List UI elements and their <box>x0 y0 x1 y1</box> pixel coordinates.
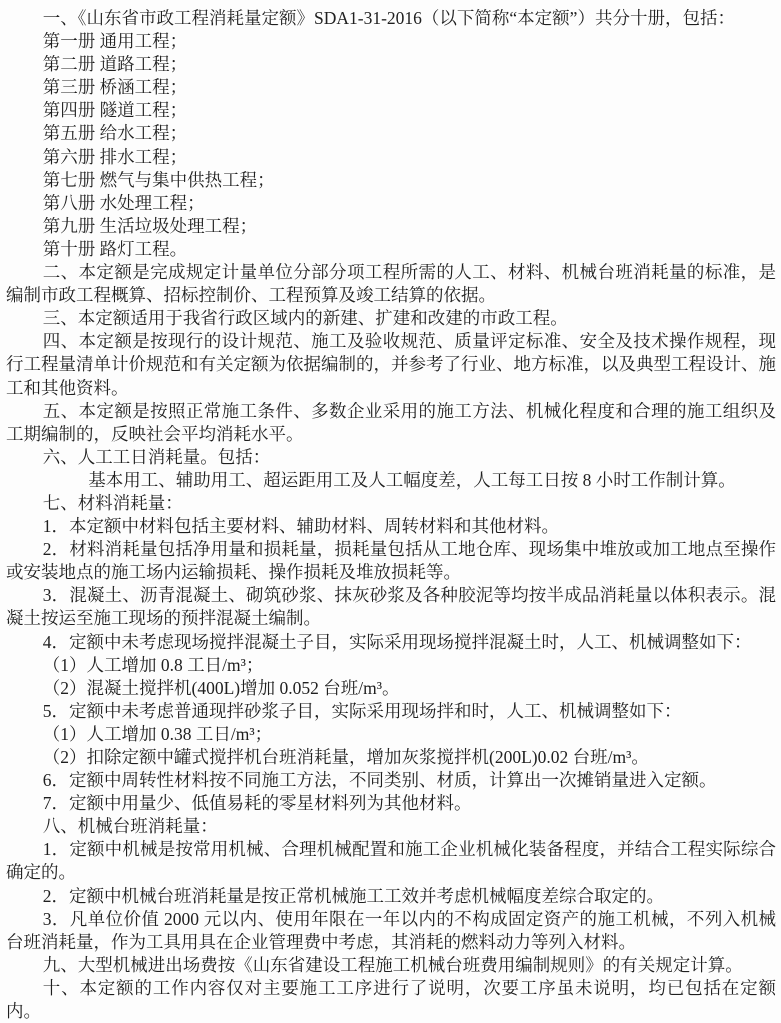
para-8-item-1: 1．定额中机械是按常用机械、合理机械配置和施工企业机械化装备程度，并结合工程实际综合确定的。 <box>6 839 776 883</box>
para-section-5: 五、本定额是按照正常施工条件、多数企业采用的施工方法、机械化程度和合理的施工组织及工期编制的，反映社会平均消耗水平。 <box>6 400 776 444</box>
volume-item-1: 第一册 通用工程； <box>42 31 188 52</box>
para-section-4: 四、本定额是按现行的设计规范、施工及验收规范、质量评定标准、安全及技术操作规程，现行工程量清单计价规范和有关定额为依据编制的，并参考了行业、地方标准，以及典型工程设计、施工和其他资料。 <box>6 331 776 398</box>
volume-item-8: 第八册 水处理工程； <box>42 192 205 213</box>
volume-item-2: 第二册 道路工程； <box>42 54 188 75</box>
volume-item-5: 第五册 给水工程； <box>42 123 188 144</box>
para-7-item-3: 3．混凝土、沥青混凝土、砌筑砂浆、抹灰砂浆及各种胶泥等均按半成品消耗量以体积表示。混凝土按运至施工现场的预拌混凝土编制。 <box>6 585 776 629</box>
volume-item-10: 第十册 路灯工程。 <box>42 238 188 259</box>
para-7-item-4-sub-2: （2）混凝土搅拌机(400L)增加 0.052 台班/m³。 <box>42 677 400 698</box>
para-7-item-4-sub-1: （1）人工增加 0.8 工日/m³； <box>42 654 264 675</box>
para-7-item-5-sub-1: （1）人工增加 0.38 工日/m³； <box>42 723 273 744</box>
para-labor-composition: 基本用工、辅助用工、超运距用工及人工幅度差，人工每工日按 8 小时工作制计算。 <box>88 469 736 490</box>
volume-item-4: 第四册 隧道工程； <box>42 100 188 121</box>
para-section-2: 二、本定额是完成规定计量单位分部分项工程所需的人工、材料、机械台班消耗量的标准，是编制市政工程概算、招标控制价、工程预算及竣工结算的依据。 <box>6 262 776 306</box>
para-7-item-4: 4．定额中未考虑现场搅拌混凝土子目，实际采用现场搅拌混凝土时，人工、机械调整如下： <box>42 631 752 652</box>
volume-item-7: 第七册 燃气与集中供热工程； <box>42 169 275 190</box>
para-8-item-2: 2．定额中机械台班消耗量是按正常机械施工工效并考虑机械幅度差综合取定的。 <box>42 885 664 906</box>
para-7-item-2: 2．材料消耗量包括净用量和损耗量，损耗量包括从工地仓库、现场集中堆放或加工地点至操作或安装地点的施工场内运输损耗、操作损耗及堆放损耗等。 <box>6 539 776 583</box>
volume-item-6: 第六册 排水工程； <box>42 146 188 167</box>
para-section-9: 九、大型机械进出场费按《山东省建设工程施工机械台班费用编制规则》的有关规定计算。 <box>42 954 743 975</box>
para-section-8: 八、机械台班消耗量： <box>42 816 218 837</box>
para-7-item-7: 7．定额中用量少、低值易耗的零星材料列为其他材料。 <box>42 793 472 814</box>
volume-item-9: 第九册 生活垃圾处理工程； <box>42 215 258 236</box>
para-7-item-1: 1．本定额中材料包括主要材料、辅助材料、周转材料和其他材料。 <box>42 516 559 537</box>
para-section-7: 七、材料消耗量： <box>42 492 183 513</box>
para-7-item-5-sub-2: （2）扣除定额中罐式搅拌机台班消耗量，增加灰浆搅拌机(200L)0.02 台班/m³。 <box>42 747 649 767</box>
para-8-item-3: 3．凡单位价值 2000 元以内、使用年限在一年以内的不构成固定资产的施工机械，不列入机械台班消耗量，作为工具用具在企业管理费中考虑，其消耗的燃料动力等列入材料。 <box>6 908 776 952</box>
para-7-item-6: 6．定额中周转性材料按不同施工方法，不同类别、材质，计算出一次摊销量进入定额。 <box>42 770 717 791</box>
para-overview: 一、《山东省市政工程消耗量定额》SDA1-31-2016（以下简称“本定额”）共分十册，包括： <box>42 8 735 28</box>
para-section-3: 三、本定额适用于我省行政区域内的新建、扩建和改建的市政工程。 <box>42 308 568 329</box>
para-section-6: 六、人工工日消耗量。包括： <box>42 446 271 467</box>
para-7-item-5: 5．定额中未考虑普通现拌砂浆子目，实际采用现场拌和时，人工、机械调整如下： <box>42 700 682 721</box>
para-section-10: 十、本定额的工作内容仅对主要施工工序进行了说明，次要工序虽未说明，均已包括在定额内。 <box>6 977 776 1022</box>
volume-item-3: 第三册 桥涵工程； <box>42 77 188 98</box>
